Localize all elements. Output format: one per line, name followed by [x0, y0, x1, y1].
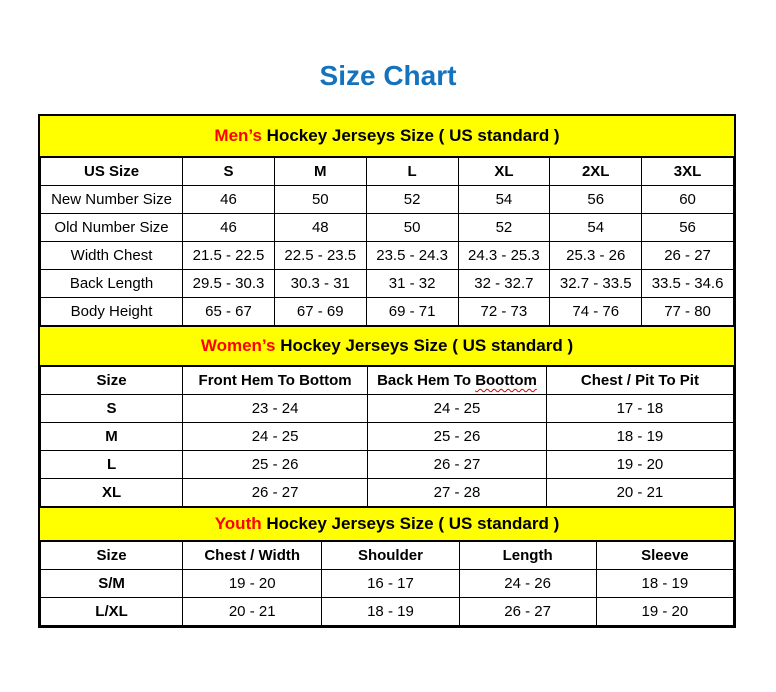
column-header: US Size	[41, 158, 183, 186]
section-header-accent: Youth	[214, 514, 262, 534]
size-cell: 50	[366, 214, 458, 242]
size-cell: 19 - 20	[546, 451, 733, 479]
size-cell: 23.5 - 24.3	[366, 242, 458, 270]
row-label: S	[41, 395, 183, 423]
size-cell: 24 - 25	[368, 395, 547, 423]
table-row	[41, 270, 734, 298]
size-chart	[38, 114, 736, 628]
table-row	[41, 214, 734, 242]
size-cell: 52	[458, 214, 550, 242]
row-label: New Number Size	[41, 186, 183, 214]
table-row	[41, 479, 734, 507]
column-header: Chest / Width	[183, 542, 322, 570]
header-row	[41, 367, 734, 395]
size-cell: 56	[642, 214, 734, 242]
row-label: L/XL	[41, 598, 183, 626]
section-header-accent: Women’s	[200, 336, 276, 356]
size-cell: 25 - 26	[183, 451, 368, 479]
table-row	[41, 186, 734, 214]
size-table-womens	[40, 366, 734, 507]
section-header-text: Hockey Jerseys Size ( US standard )	[261, 126, 560, 146]
column-header: Sleeve	[596, 542, 733, 570]
table-row	[41, 298, 734, 326]
page-title: Size Chart	[319, 60, 457, 91]
row-label: S/M	[41, 570, 183, 598]
row-label: XL	[41, 479, 183, 507]
size-cell: 32 - 32.7	[458, 270, 550, 298]
row-label: Width Chest	[41, 242, 183, 270]
size-cell: 22.5 - 23.5	[274, 242, 366, 270]
row-label: M	[41, 423, 183, 451]
header-row	[41, 158, 734, 186]
size-cell: 72 - 73	[458, 298, 550, 326]
column-header: L	[366, 158, 458, 186]
column-header: Shoulder	[322, 542, 459, 570]
size-cell: 19 - 20	[183, 570, 322, 598]
size-cell: 52	[366, 186, 458, 214]
size-cell: 20 - 21	[546, 479, 733, 507]
section-youth	[40, 507, 734, 626]
size-cell: 23 - 24	[183, 395, 368, 423]
table-row	[41, 242, 734, 270]
section-header-womens	[40, 326, 734, 366]
column-header: Length	[459, 542, 596, 570]
size-cell: 18 - 19	[596, 570, 733, 598]
size-cell: 31 - 32	[366, 270, 458, 298]
column-header: M	[274, 158, 366, 186]
size-cell: 27 - 28	[368, 479, 547, 507]
size-table-mens	[40, 157, 734, 326]
size-cell: 18 - 19	[546, 423, 733, 451]
column-header: Front Hem To Bottom	[183, 367, 368, 395]
size-cell: 67 - 69	[274, 298, 366, 326]
header-row	[41, 542, 734, 570]
table-row	[41, 570, 734, 598]
size-cell: 77 - 80	[642, 298, 734, 326]
row-label: Back Length	[41, 270, 183, 298]
column-header: S	[183, 158, 275, 186]
size-cell: 54	[458, 186, 550, 214]
size-cell: 33.5 - 34.6	[642, 270, 734, 298]
column-header: 3XL	[642, 158, 734, 186]
section-header-text: Hockey Jerseys Size ( US standard )	[275, 336, 574, 356]
size-cell: 46	[183, 214, 275, 242]
size-cell: 25 - 26	[368, 423, 547, 451]
column-header: Size	[41, 367, 183, 395]
row-label: L	[41, 451, 183, 479]
size-cell: 26 - 27	[183, 479, 368, 507]
size-cell: 69 - 71	[366, 298, 458, 326]
size-cell: 46	[183, 186, 275, 214]
size-cell: 25.3 - 26	[550, 242, 642, 270]
size-cell: 26 - 27	[642, 242, 734, 270]
column-header: XL	[458, 158, 550, 186]
size-cell: 16 - 17	[322, 570, 459, 598]
size-cell: 29.5 - 30.3	[183, 270, 275, 298]
table-row	[41, 395, 734, 423]
size-cell: 19 - 20	[596, 598, 733, 626]
size-cell: 65 - 67	[183, 298, 275, 326]
size-cell: 26 - 27	[368, 451, 547, 479]
section-header-accent: Men’s	[214, 126, 262, 146]
column-header: 2XL	[550, 158, 642, 186]
section-header-text: Hockey Jerseys Size ( US standard )	[261, 514, 560, 534]
table-row	[41, 598, 734, 626]
size-cell: 21.5 - 22.5	[183, 242, 275, 270]
size-table-youth	[40, 541, 734, 626]
size-cell: 54	[550, 214, 642, 242]
section-header-mens	[40, 116, 734, 157]
table-row	[41, 423, 734, 451]
column-header	[368, 367, 547, 395]
section-header-youth	[40, 507, 734, 541]
row-label: Body Height	[41, 298, 183, 326]
section-womens	[40, 326, 734, 507]
size-cell: 20 - 21	[183, 598, 322, 626]
size-cell: 32.7 - 33.5	[550, 270, 642, 298]
size-cell: 17 - 18	[546, 395, 733, 423]
column-header: Size	[41, 542, 183, 570]
size-cell: 56	[550, 186, 642, 214]
size-cell: 48	[274, 214, 366, 242]
row-label: Old Number Size	[41, 214, 183, 242]
size-cell: 18 - 19	[322, 598, 459, 626]
size-cell: 24.3 - 25.3	[458, 242, 550, 270]
column-header: Chest / Pit To Pit	[546, 367, 733, 395]
size-cell: 60	[642, 186, 734, 214]
size-cell: 24 - 26	[459, 570, 596, 598]
table-row	[41, 451, 734, 479]
size-cell: 26 - 27	[459, 598, 596, 626]
section-mens	[40, 116, 734, 326]
size-cell: 74 - 76	[550, 298, 642, 326]
column-header-text: Back Hem To	[377, 372, 476, 390]
misspelled-word: Boottom	[475, 372, 537, 390]
size-cell: 24 - 25	[183, 423, 368, 451]
size-cell: 50	[274, 186, 366, 214]
size-cell: 30.3 - 31	[274, 270, 366, 298]
